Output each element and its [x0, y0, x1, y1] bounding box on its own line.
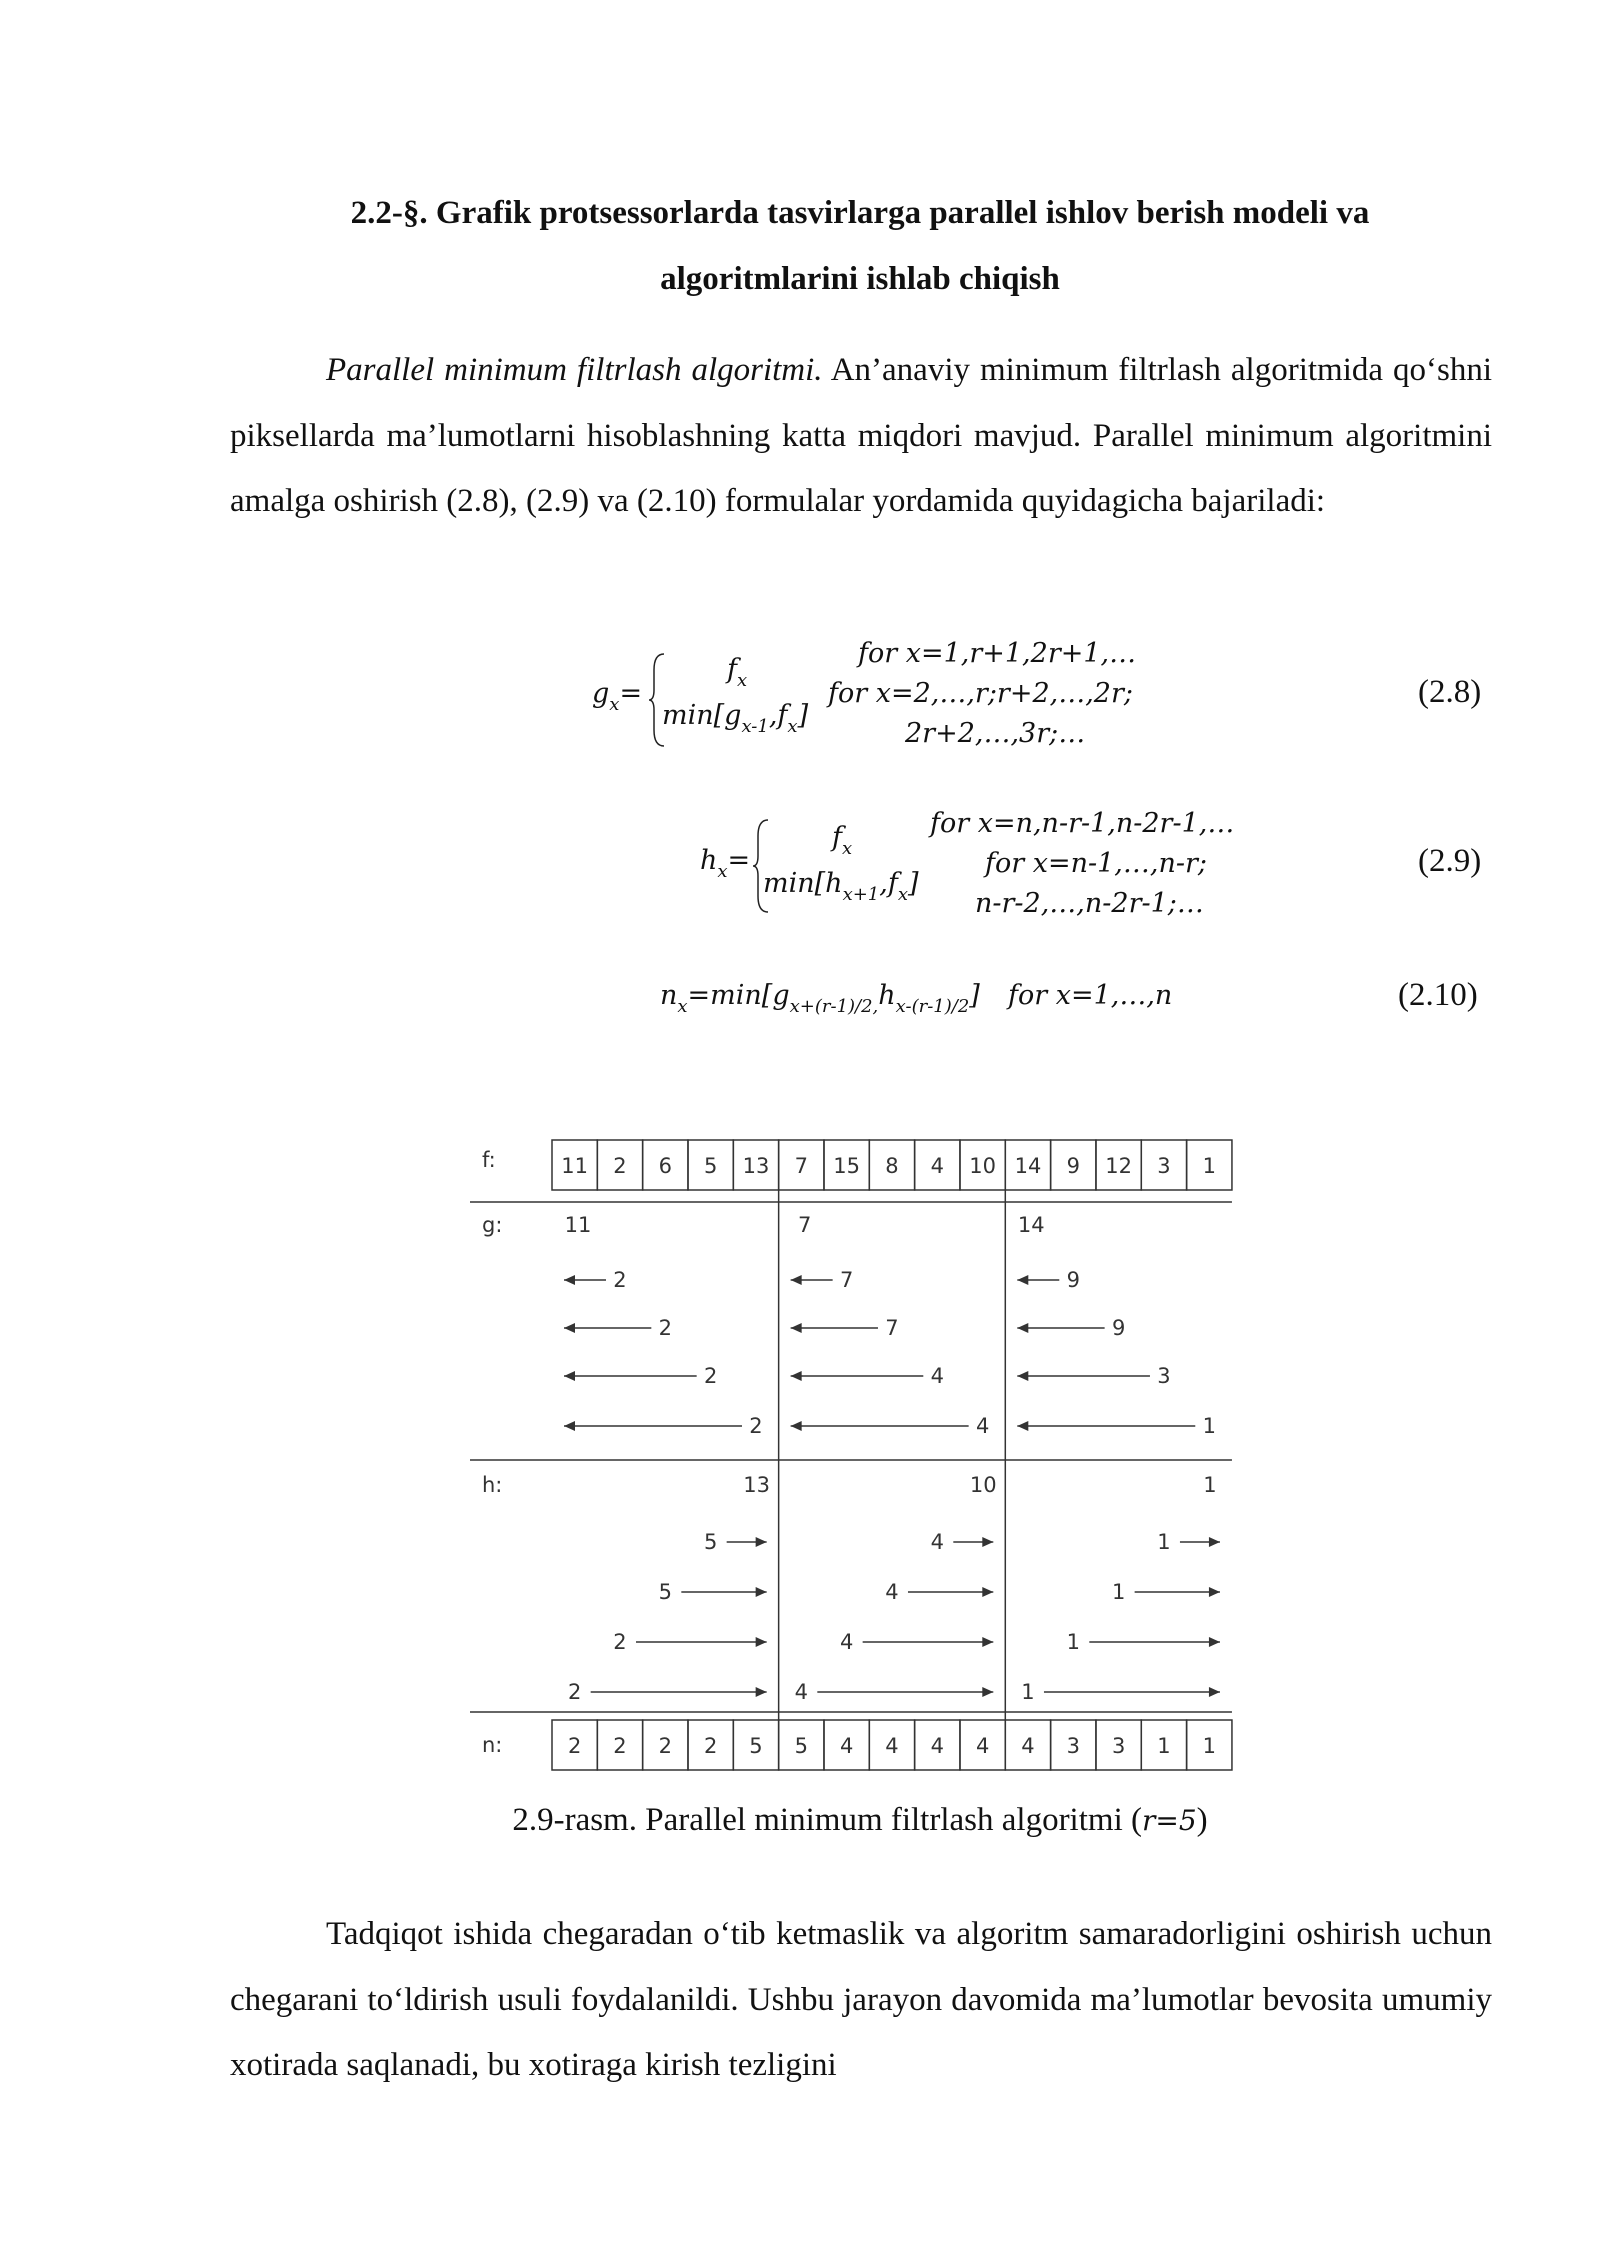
- eq1-case1-cond: for x=1,r+1,2r+1,…: [858, 638, 1137, 669]
- h-step-value: 1: [1066, 1630, 1080, 1654]
- n-cell-value: 4: [1021, 1734, 1035, 1758]
- eq1-case2-cond: for x=2,…,r;r+2,…,2r;: [828, 678, 1133, 709]
- g-step-arrow-head: [791, 1323, 802, 1333]
- eq2-case1-expr: $f_x$: [832, 822, 853, 859]
- n-cell-value: 4: [975, 1734, 990, 1758]
- n-cell-value: 1: [1157, 1734, 1171, 1758]
- n-cell-value: 2: [613, 1734, 627, 1758]
- g-step-value: 4: [930, 1364, 944, 1388]
- h-step-value: 4: [839, 1630, 854, 1654]
- caption-r: r=5: [1141, 1804, 1197, 1837]
- h-step-arrow-head: [756, 1587, 767, 1597]
- outro-paragraph: [230, 1902, 1492, 2099]
- h-step-arrow-head: [1209, 1637, 1220, 1647]
- f-cell-value: 2: [613, 1154, 627, 1178]
- h-step-value: 4: [930, 1530, 944, 1554]
- g-step-arrow-head: [1017, 1421, 1028, 1431]
- h-block-start: 1: [1203, 1473, 1217, 1497]
- h-step-arrow-head: [982, 1687, 993, 1697]
- row-label-n: n:: [482, 1733, 503, 1757]
- eq2-lhs: $h_x=$: [700, 845, 751, 882]
- h-block-start: 13: [743, 1473, 771, 1497]
- n-cell-value: 1: [1202, 1734, 1216, 1758]
- eq2-number: (2.9): [1418, 843, 1482, 879]
- h-step-value: 1: [1021, 1680, 1035, 1704]
- eq1-case2-expr: $\min[g_{x-1},f_x]$: [662, 700, 809, 737]
- h-step-arrow-head: [982, 1587, 993, 1597]
- f-cell-value: 1: [1202, 1154, 1216, 1178]
- g-step-arrow-head: [564, 1275, 575, 1285]
- n-cell-value: 5: [749, 1734, 763, 1758]
- eq2-brace: [752, 816, 772, 916]
- g-block-start: 11: [564, 1213, 592, 1237]
- f-cell-value: 13: [742, 1154, 770, 1178]
- n-cell-value: 4: [839, 1734, 854, 1758]
- eq1-number: (2.8): [1418, 674, 1482, 710]
- g-block-start: 14: [1017, 1213, 1045, 1237]
- eq1-case1-expr: $f_x$: [727, 654, 748, 691]
- h-step-arrow-head: [1209, 1687, 1220, 1697]
- g-step-arrow-head: [564, 1371, 575, 1381]
- caption-text: 2.9-rasm. Parallel minimum filtrlash algoritmi (: [512, 1802, 1142, 1838]
- f-cell-value: 6: [658, 1154, 673, 1178]
- h-step-arrow-head: [756, 1687, 767, 1697]
- n-cell-value: 2: [567, 1734, 582, 1758]
- f-cell-value: 5: [703, 1154, 718, 1178]
- n-cell-value: 2: [703, 1734, 718, 1758]
- h-step-arrow-head: [1209, 1537, 1220, 1547]
- eq1-lhs: $g_x=$: [592, 678, 643, 715]
- heading-line-1: 2.2-§. Grafik protsessorlarda tasvirlarga parallel ishlov berish modeli va: [350, 195, 1370, 231]
- row-label-g: g:: [482, 1213, 503, 1237]
- eq3-cond: for x=1,…,n: [1008, 980, 1173, 1011]
- row-label-f: f:: [482, 1148, 496, 1172]
- g-step-value: 2: [703, 1364, 718, 1388]
- f-cell-value: 15: [833, 1154, 861, 1178]
- h-step-value: 2: [613, 1630, 627, 1654]
- g-block-start: 7: [797, 1213, 812, 1237]
- g-step-value: 4: [975, 1414, 990, 1438]
- h-step-arrow-head: [982, 1537, 993, 1547]
- h-step-value: 2: [567, 1680, 582, 1704]
- h-step-arrow-head: [756, 1637, 767, 1647]
- g-step-value: 2: [658, 1316, 673, 1340]
- g-step-arrow-head: [791, 1371, 802, 1381]
- g-step-arrow-head: [564, 1323, 575, 1333]
- h-step-value: 5: [703, 1530, 718, 1554]
- eq1-case2-cond2: 2r+2,…,3r;…: [905, 718, 1086, 749]
- f-cell-value: 9: [1066, 1154, 1080, 1178]
- f-cell-value: 7: [794, 1154, 809, 1178]
- heading-line-2: algoritmlarini ishlab chiqish: [660, 261, 1060, 297]
- caption-end: ): [1196, 1802, 1208, 1838]
- g-step-arrow-head: [791, 1275, 802, 1285]
- g-step-value: 1: [1202, 1414, 1216, 1438]
- figure-caption: [230, 1802, 1490, 1839]
- g-step-value: 2: [749, 1414, 763, 1438]
- f-cell-value: 8: [885, 1154, 899, 1178]
- f-cell-value: 3: [1157, 1154, 1171, 1178]
- filter-figure: [470, 1130, 1250, 1790]
- f-cell-value: 4: [930, 1154, 944, 1178]
- outro-text: Tadqiqot ishida chegaradan o‘tib ketmaslik va algoritm samaradorligini oshirish uchun chegarani to‘ldirish usuli foydalanildi. Ushbu jarayon davomida ma’lumotlar bevosita umumiy xotirada saqlanadi, bu xotiraga kirish tezligini: [230, 1916, 1492, 2083]
- f-cell-value: 10: [969, 1154, 997, 1178]
- g-step-value: 7: [885, 1316, 899, 1340]
- intro-text: An’anaviy minimum filtrlash algoritmida qo‘shni piksellarda ma’lumotlarni hisoblashning katta miqdori mavjud. Parallel minimum algoritmini amalga oshirish (2.8), (2.9) va (2.10) formulalar yordamida quyidagicha bajariladi:: [230, 352, 1493, 519]
- eq2-case2-cond: for x=n-1,…,n-r;: [985, 848, 1207, 879]
- n-cell-value: 5: [794, 1734, 809, 1758]
- row-label-h: h:: [482, 1473, 503, 1497]
- g-step-value: 9: [1111, 1316, 1126, 1340]
- section-heading: [230, 180, 1490, 312]
- eq3-number: (2.10): [1398, 977, 1478, 1013]
- g-step-value: 9: [1066, 1268, 1080, 1292]
- intro-italic-title: Parallel minimum filtrlash algoritmi.: [326, 352, 823, 388]
- f-cell-value: 11: [561, 1154, 589, 1178]
- eq2-case2-expr: $\min[h_{x+1},f_x]$: [763, 868, 919, 905]
- h-step-value: 4: [794, 1680, 809, 1704]
- eq2-case1-cond: for x=n,n-r-1,n-2r-1,…: [930, 808, 1235, 839]
- h-step-value: 5: [658, 1580, 673, 1604]
- g-step-value: 2: [613, 1268, 627, 1292]
- h-step-arrow-head: [1209, 1587, 1220, 1597]
- eq2-case2-cond2: n-r-2,…,n-2r-1;…: [975, 888, 1204, 919]
- g-step-arrow-head: [564, 1421, 575, 1431]
- n-cell-value: 2: [658, 1734, 673, 1758]
- h-step-arrow-head: [982, 1637, 993, 1647]
- f-cell-value: 14: [1014, 1154, 1042, 1178]
- h-step-value: 1: [1111, 1580, 1126, 1604]
- n-cell-value: 4: [930, 1734, 944, 1758]
- g-step-value: 3: [1157, 1364, 1171, 1388]
- g-step-arrow-head: [1017, 1323, 1028, 1333]
- h-step-arrow-head: [756, 1537, 767, 1547]
- f-cell-value: 12: [1105, 1154, 1132, 1178]
- intro-paragraph: [230, 338, 1492, 535]
- eq3-formula: $n_x=\min[g_{x+(r-1)/2,}h_{x-(r-1)/2}]$: [660, 980, 980, 1017]
- g-step-value: 7: [839, 1268, 854, 1292]
- n-cell-value: 3: [1111, 1734, 1126, 1758]
- h-step-value: 1: [1157, 1530, 1171, 1554]
- h-step-value: 4: [885, 1580, 899, 1604]
- g-step-arrow-head: [1017, 1275, 1028, 1285]
- n-cell-value: 4: [885, 1734, 899, 1758]
- g-step-arrow-head: [1017, 1371, 1028, 1381]
- n-cell-value: 3: [1066, 1734, 1080, 1758]
- g-step-arrow-head: [791, 1421, 802, 1431]
- h-block-start: 10: [969, 1473, 997, 1497]
